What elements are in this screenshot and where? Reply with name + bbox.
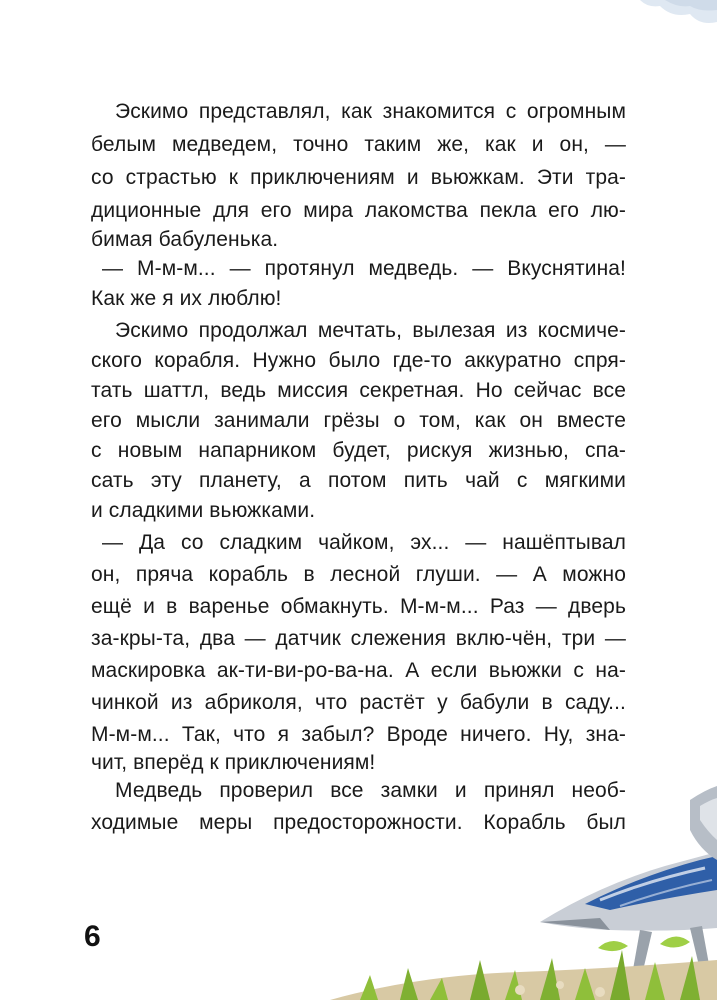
text-line: и сладкими вьюжками. [91,499,316,522]
text-line: диционные для его мира лакомства пекла его лю- [91,199,626,222]
text-line: чинкой из абриколя, что растёт у бабули в саду... [91,691,626,714]
text-line: бимая бабуленька. [91,228,279,251]
text-line: Эскимо представлял, как знакомится с огромным [115,100,626,123]
text-line: М-м-м... Так, что я забыл? Вроде ничего. Ну, зна- [91,723,626,746]
sky-cloud-icon [640,0,717,23]
text-line: белым медведем, точно таким же, как и он, — [91,133,626,156]
text-line: он, пряча корабль в лесной глуши. — А можно [91,563,626,586]
text-line: маскировка ак-ти-ви-ро-ва-на. А если вьюжки с на- [91,659,626,682]
text-line: Эскимо продолжал мечтать, вылезая из космиче- [115,319,626,342]
text-line: — Да со сладким чайком, эх... — нашёптывал [102,531,626,554]
text-line: — М-м-м... — протянул медведь. — Вкуснятина! [102,257,626,280]
text-line: с новым напарником будет, рискуя жизнью, спа- [91,439,626,462]
text-line: тать шаттл, ведь миссия секретная. Но сейчас все [91,379,626,402]
page-number: 6 [84,920,101,953]
text-line: его мысли занимали грёзы о том, как он вместе [91,409,626,432]
text-line: Медведь проверил все замки и принял необ- [115,779,626,802]
grass-icon [330,936,717,1000]
text-line: за-кры-та, два — датчик слежения вклю-чён, три — [91,627,626,650]
text-line: чит, вперёд к приключениям! [91,751,376,774]
text-line: ходимые меры предосторожности. Корабль был [91,811,626,834]
text-line: ещё и в варенье обмакнуть. М-м-м... Раз — дверь [91,595,626,618]
text-line: ского корабля. Нужно было где-то аккуратно спря- [91,349,626,372]
text-line: Как же я их люблю! [91,287,282,310]
text-line: сать эту планету, а потом пить чай с мягкими [91,469,626,492]
text-line: со страстью к приключениям и вьюжкам. Эти тра- [91,166,626,189]
